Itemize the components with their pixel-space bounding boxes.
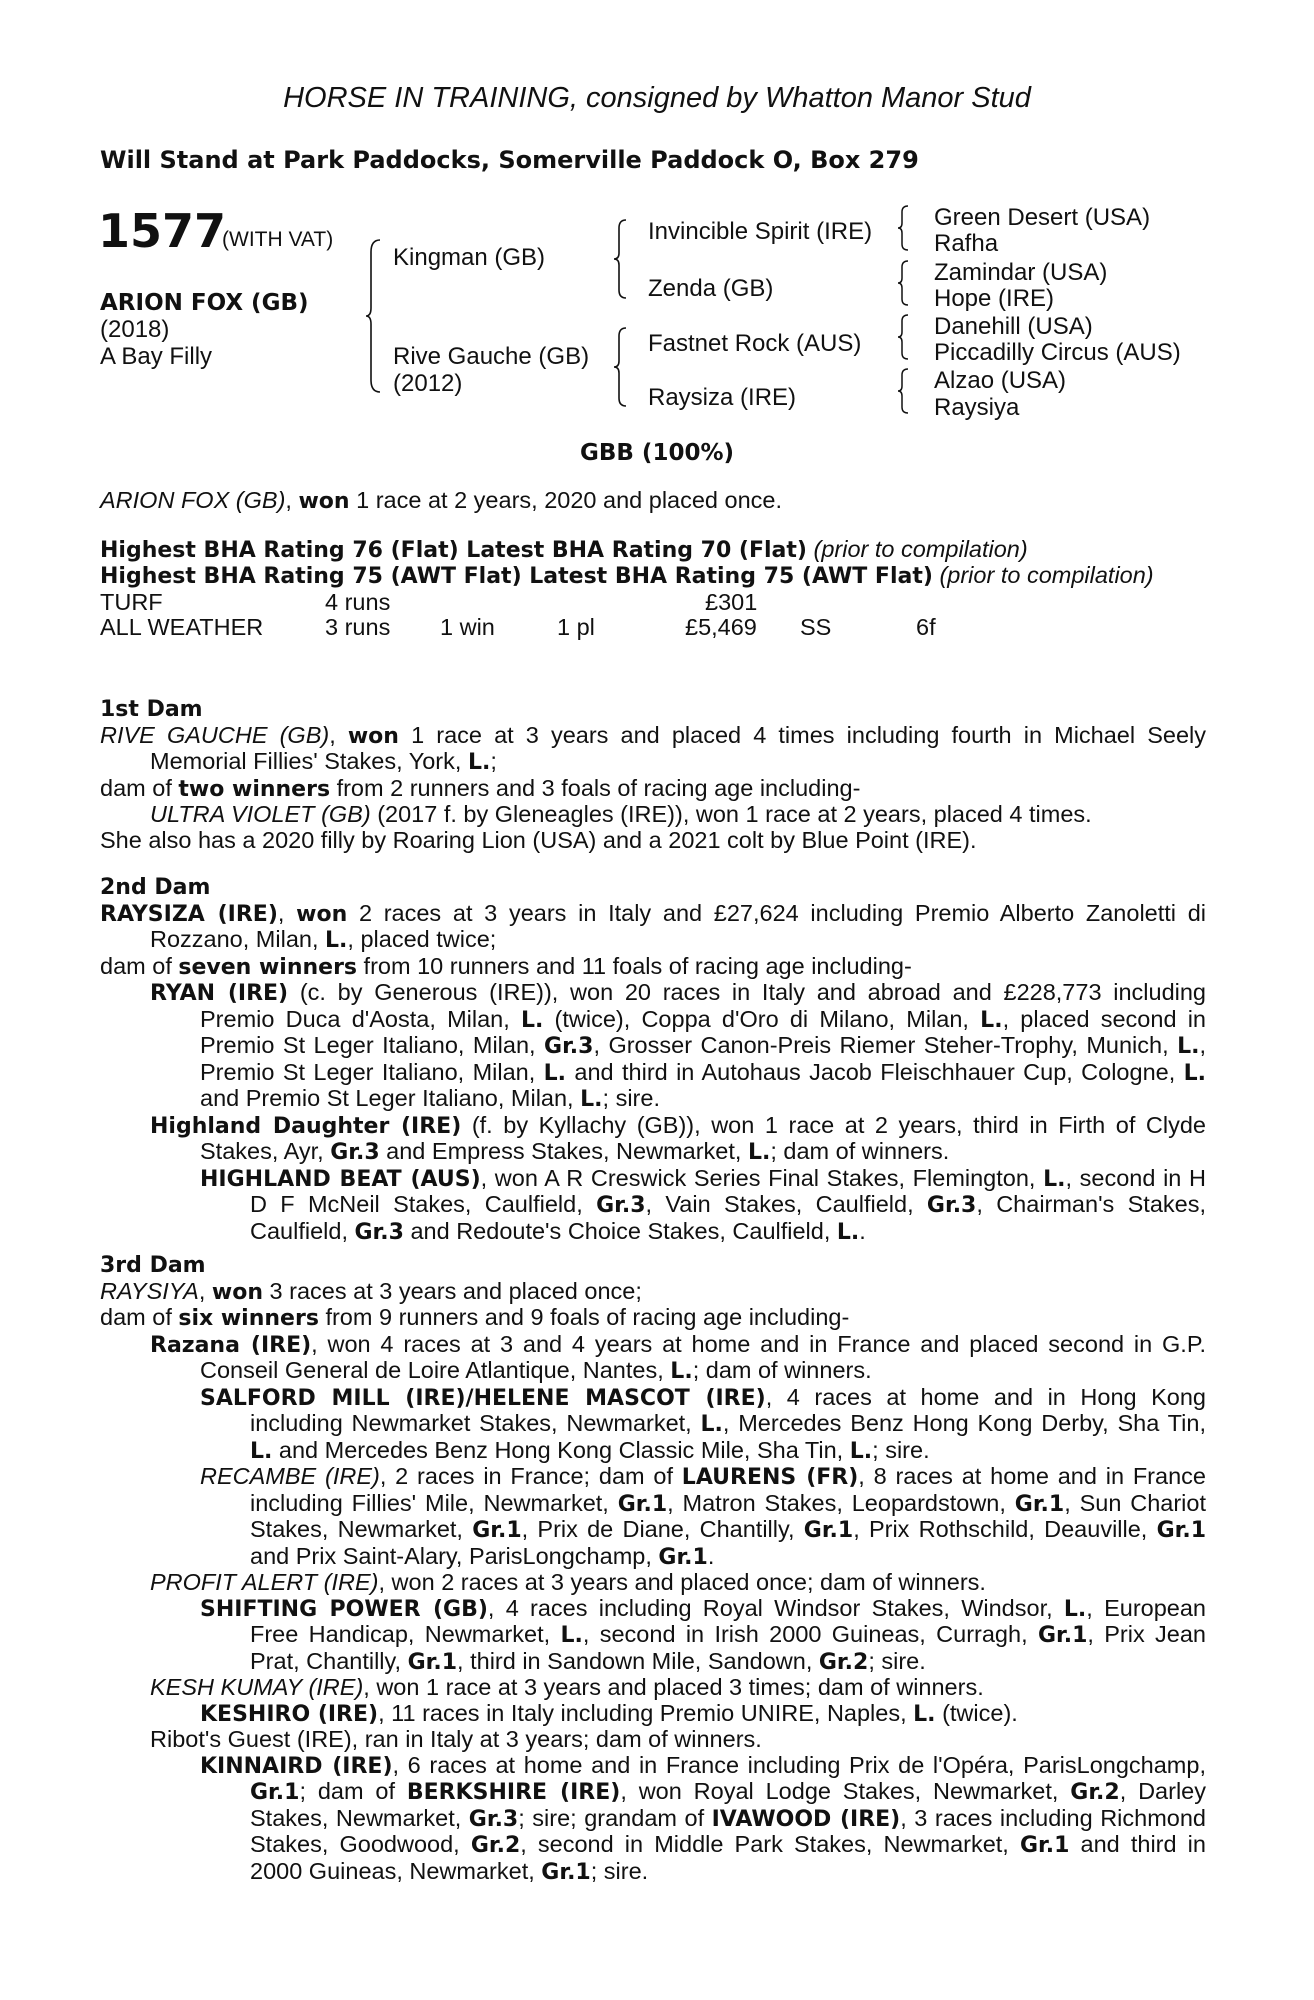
third-dam-heading: 3rd Dam	[100, 1253, 206, 1278]
pedigree-brace-sd	[896, 259, 910, 307]
pedigree-ddd: Raysiya	[934, 394, 1020, 421]
pedigree-sds: Zamindar (USA)	[934, 259, 1108, 286]
progeny-highland-beat: HIGHLAND BEAT (AUS), won A R Creswick Series Final Stakes, Flemington, L., second in H D F McNeil Stakes, Caulfield, Gr.3, Vain Stakes, Caulfield, Gr.3, Chairman's Stakes, Caulfield, Gr.3 and Redoute's Choice Stakes, Caulfield, L..	[200, 1164, 1206, 1245]
stand-location: Will Stand at Park Paddocks, Somerville Paddock O, Box 279	[100, 146, 919, 174]
second-dam-record: RAYSIZA (IRE), won 2 races at 3 years in Italy and £27,624 including Premio Alberto Zanoletti di Rozzano, Milan, L., placed twice;	[100, 899, 1207, 953]
vat-note: (WITH VAT)	[222, 228, 334, 251]
third-dam-section	[100, 1253, 1206, 1885]
pedigree-sire-sire: Invincible Spirit (IRE)	[648, 218, 873, 245]
horse-name: ARION FOX (GB)	[100, 290, 309, 316]
pedigree-brace-ss	[896, 204, 910, 252]
progeny-recambe: RECAMBE (IRE), 2 races in France; dam of LAURENS (FR), 8 races at home and in France including Fillies' Mile, Newmarket, Gr.1, Matron Stakes, Leopardstown, Gr.1, Sun Chariot Stakes, Newmarket, Gr.1, Prix de Diane, Chantilly, Gr.1, Prix Rothschild, Deauville, Gr.1 and Prix Saint-Alary, ParisLongchamp, Gr.1.	[200, 1463, 1207, 1570]
progeny-razana: Razana (IRE), won 4 races at 3 and 4 years at home and in France and placed second in G.P. Conseil General de Loire Atlantique, Nantes, L.; dam of winners.	[150, 1330, 1206, 1384]
pedigree-sire: Kingman (GB)	[393, 244, 546, 271]
pedigree-dam-sire: Fastnet Rock (AUS)	[648, 330, 862, 357]
progeny-keshiro: KESHIRO (IRE), 11 races in Italy including Premio UNIRE, Naples, L. (twice).	[200, 1699, 1018, 1727]
progeny-salford-mill: SALFORD MILL (IRE)/HELENE MASCOT (IRE), 4 races at home and in Hong Kong including Newmarket Stakes, Newmarket, L., Mercedes Benz Hong Kong Derby, Sha Tin, L. and Mercedes Benz Hong Kong Classic Mile, Sha Tin, L.; sire.	[200, 1383, 1207, 1464]
race-summary: ARION FOX (GB), won 1 race at 2 years, 2020 and placed once.	[100, 487, 783, 514]
progeny-shifting-power: SHIFTING POWER (GB), 4 races including Royal Windsor Stakes, Windsor, L., European Free Handicap, Newmarket, L., second in Irish 2000 Guineas, Curragh, Gr.1, Prix Jean Prat, Chantilly, Gr.1, third in Sandown Mile, Sandown, Gr.2; sire.	[200, 1594, 1206, 1675]
record-turf: TURF 4 runs £301	[100, 588, 758, 615]
pedigree-brace-main	[364, 238, 382, 394]
horse-description: A Bay Filly	[100, 343, 213, 370]
second-dam-section	[100, 875, 1206, 1245]
pedigree-ssd: Rafha	[934, 230, 999, 257]
progeny-highland-daughter: Highland Daughter (IRE) (f. by Kyllachy (GB)), won 1 race at 2 years, third in Firth of Clyde Stakes, Ayr, Gr.3 and Empress Stakes, Newmarket, L.; dam of winners.	[150, 1111, 1206, 1165]
third-dam-produce: dam of six winners from 9 runners and 9 foals of racing age including-	[100, 1304, 850, 1331]
progeny-kesh-kumay: KESH KUMAY (IRE), won 1 race at 3 years and placed 3 times; dam of winners.	[150, 1674, 984, 1700]
pedigree-sss: Green Desert (USA)	[934, 204, 1151, 231]
pedigree-dam-dam: Raysiza (IRE)	[648, 384, 797, 411]
pedigree-sdd: Hope (IRE)	[934, 285, 1055, 312]
pedigree-brace-dd	[896, 367, 910, 415]
pedigree-dsd: Piccadilly Circus (AUS)	[934, 339, 1181, 366]
second-dam-heading: 2nd Dam	[100, 875, 211, 900]
pedigree-dss: Danehill (USA)	[934, 313, 1093, 340]
record-all-weather: ALL WEATHER 3 runs 1 win 1 pl £5,469 SS 6f	[100, 614, 936, 640]
progeny-ribots-guest: Ribot's Guest (IRE), ran in Italy at 3 years; dam of winners.	[150, 1726, 762, 1752]
progeny-profit-alert: PROFIT ALERT (IRE), won 2 races at 3 years and placed once; dam of winners.	[150, 1569, 986, 1595]
summary-block	[100, 488, 1206, 641]
breeding-percentage: GBB (100%)	[579, 440, 735, 466]
lot-number: 1577	[98, 204, 227, 258]
third-dam-record: RAYSIYA, won 3 races at 3 years and placed once;	[100, 1277, 642, 1305]
pedigree-dds: Alzao (USA)	[934, 367, 1067, 394]
first-dam-produce: dam of two winners from 2 runners and 3 foals of racing age including-	[100, 774, 861, 802]
pedigree-brace-dam	[612, 326, 628, 408]
first-dam-record: RIVE GAUCHE (GB), won 1 race at 3 years and placed 4 times including fourth in Michael Seely Memorial Fillies' Stakes, York, L.;	[100, 721, 1206, 775]
progeny-ryan: RYAN (IRE) (c. by Generous (IRE)), won 20 races in Italy and abroad and £228,773 including Premio Duca d'Aosta, Milan, L. (twice), Coppa d'Oro di Milano, Milan, L., placed second in Premio St Leger Italiano, Milan, Gr.3, Grosser Canon-Preis Riemer Steher-Trophy, Munich, L., Premio St Leger Italiano, Milan, L. and third in Autohaus Jacob Fleischhauer Cup, Cologne, L. and Premio St Leger Italiano, Milan, L.; sire.	[150, 979, 1207, 1112]
first-dam-also: She also has a 2020 filly by Roaring Lion (USA) and a 2021 colt by Blue Point (IRE).	[100, 826, 977, 853]
progeny-kinnaird: KINNAIRD (IRE), 6 races at home and in France including Prix de l'Opéra, ParisLongchamp, Gr.1; dam of BERKSHIRE (IRE), won Royal Lodge Stakes, Newmarket, Gr.2, Darley Stakes, Newmarket, Gr.3; sire; grandam of IVAWOOD (IRE), 3 races including Richmond Stakes, Goodwood, Gr.2, second in Middle Park Stakes, Newmarket, Gr.1 and third in 2000 Guineas, Newmarket, Gr.1; sire.	[200, 1751, 1206, 1885]
bha-ratings: Highest BHA Rating 76 (Flat) Latest BHA Rating 70 (Flat) (prior to compilation) Highest BHA Rating 75 (AWT Flat) Latest BHA Rating 75 (AWT Flat) (prior to compilation)	[100, 535, 1154, 589]
horse-year: (2018)	[100, 316, 170, 343]
first-dam-section	[100, 697, 1206, 853]
page-heading: HORSE IN TRAINING, consigned by Whatton Manor Stud	[283, 82, 1031, 114]
first-dam-heading: 1st Dam	[100, 697, 203, 722]
pedigree-dam: Rive Gauche (GB)	[393, 343, 590, 370]
pedigree-sire-dam: Zenda (GB)	[648, 275, 774, 302]
pedigree-brace-ds	[896, 313, 910, 361]
first-dam-progeny: ULTRA VIOLET (GB) (2017 f. by Gleneagles (IRE)), won 1 race at 2 years, placed 4 times.	[150, 801, 1092, 827]
pedigree-dam-year: (2012)	[393, 370, 463, 397]
second-dam-produce: dam of seven winners from 10 runners and 11 foals of racing age including-	[100, 952, 912, 980]
pedigree-brace-sire	[612, 218, 628, 300]
